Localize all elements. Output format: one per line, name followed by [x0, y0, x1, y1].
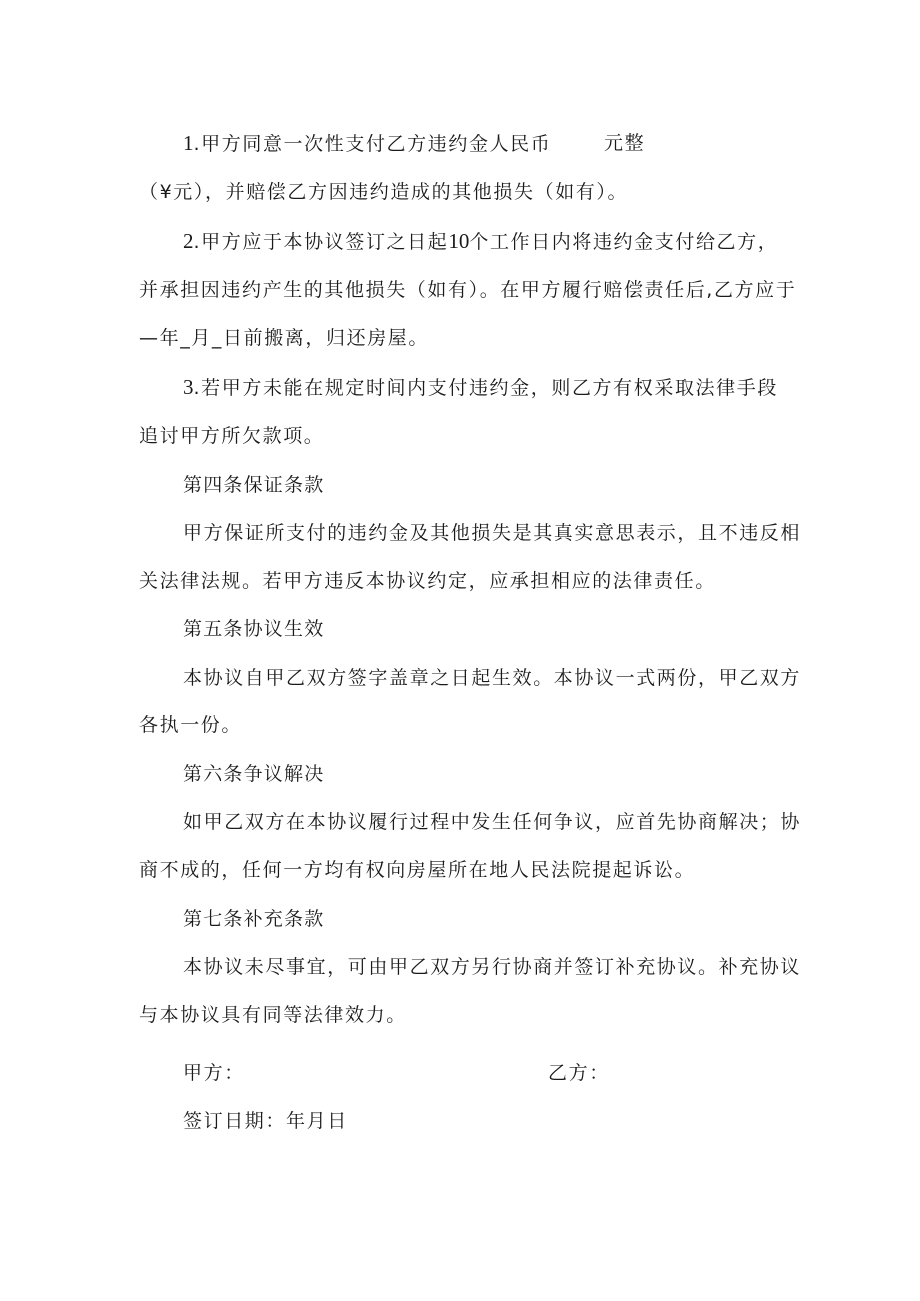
clause-1-amount-suffix: 元整 [604, 132, 646, 154]
article-5-title: 第五条协议生效 [183, 618, 325, 640]
clause-1-line-1 [183, 131, 551, 156]
article-4-line-2: 关法律法规。若甲方违反本协议约定，应承担相应的法律责任。 [139, 570, 716, 592]
article-5-line-2: 各执一份。 [139, 714, 243, 736]
article-7-line-2: 与本协议具有同等法律效力。 [139, 1004, 407, 1026]
article-7-title: 第七条补充条款 [183, 908, 325, 930]
clause-2-line-1 [183, 229, 778, 254]
party-a-signature-label: 甲方： [183, 1062, 245, 1084]
clause-2-days: 10 [448, 229, 470, 253]
clause-2-line-3: —年_月_日前搬离，归还房屋。 [139, 327, 430, 349]
clause-3-line-1 [183, 375, 778, 400]
clause-3-number: 3 [183, 375, 194, 399]
article-7-line-1: 本协议未尽事宜，可由甲乙双方另行协商并签订补充协议。补充协议 [183, 956, 802, 978]
article-4-title: 第四条保证条款 [183, 474, 325, 496]
clause-3-text: .若甲方未能在规定时间内支付违约金，则乙方有权采取法律手段 [193, 377, 778, 399]
article-5-line-1: 本协议自甲乙双方签字盖章之日起生效。本协议一式两份，甲乙双方 [183, 667, 802, 689]
clause-2-number: 2 [183, 229, 194, 253]
signing-date-label: 签订日期：年月日 [183, 1110, 348, 1132]
clause-2-text-b: 个工作日内将违约金支付给乙方， [469, 231, 779, 253]
article-6-line-1: 如甲乙双方在本协议履行过程中发生任何争议，应首先协商解决；协 [183, 811, 802, 833]
article-4-line-1: 甲方保证所支付的违约金及其他损失是其真实意思表示，且不违反相 [183, 522, 802, 544]
clause-1-line-2: （¥元），并赔偿乙方因违约造成的其他损失（如有）。 [139, 181, 629, 203]
party-b-signature-label: 乙方： [548, 1062, 610, 1084]
clause-1-text: .甲方同意一次性支付乙方违约金人民币 [193, 133, 552, 155]
clause-2-text-a: .甲方应于本协议签订之日起 [193, 231, 449, 253]
clause-2-line-2: 并承担因违约产生的其他损失（如有）。在甲方履行赔偿责任后,乙方应于 [139, 279, 797, 301]
clause-1-number: 1 [183, 131, 194, 155]
clause-3-line-2: 追讨甲方所欠款项。 [139, 425, 325, 447]
article-6-title: 第六条争议解决 [183, 763, 325, 785]
article-6-line-2: 商不成的，任何一方均有权向房屋所在地人民法院提起诉讼。 [139, 859, 696, 881]
